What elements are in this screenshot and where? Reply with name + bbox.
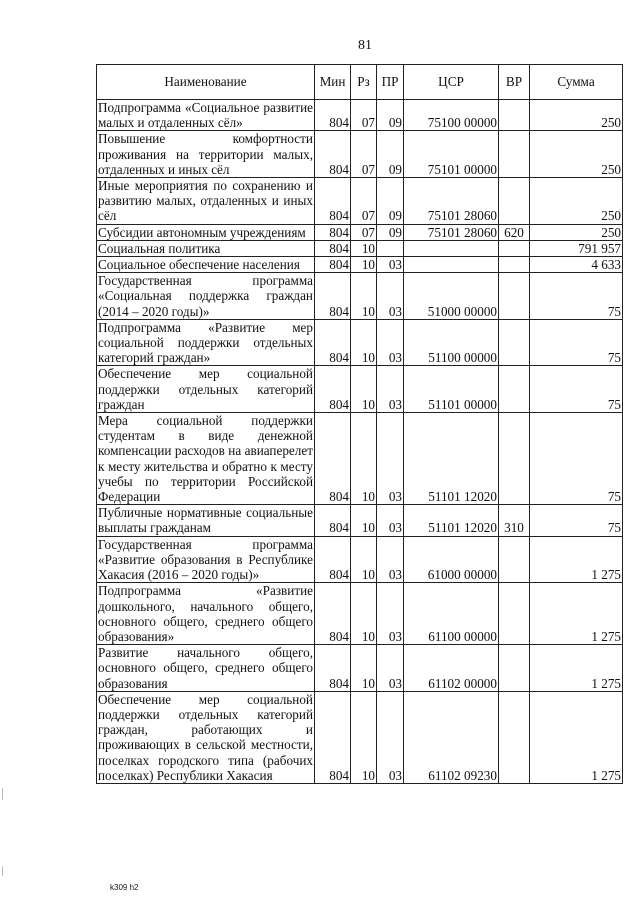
cell-name: Социальное обеспечение населения [97,257,315,273]
cell-min: 804 [315,100,351,131]
header-vr: ВР [499,65,530,100]
cell-name: Публичные нормативные социальные выплаты гражданам [98,505,313,536]
table-row [97,691,623,783]
cell-vr [499,131,530,178]
cell-pr: 03 [377,319,404,366]
cell-min: 804 [315,257,351,273]
cell-csr [404,257,499,273]
cell-sum: 250 [530,178,623,225]
cell-sum: 1 275 [530,691,623,783]
cell-name: Развитие начального общего, основного общего, среднего общего образования [98,645,313,691]
cell-name: Субсидии автономным учреждениям [97,224,315,240]
cell-pr: 03 [377,691,404,783]
cell-csr: 51100 00000 [404,319,499,366]
cell-csr [404,240,499,256]
cell-csr: 51101 12020 [404,505,499,536]
cell-name: Социальная политика [97,240,315,256]
cell-vr: 620 [499,224,530,240]
cell-name: Обеспечение мер социальной поддержки отдельных категорий граждан, работающих и проживающих в сельской местности, поселках городского типа (рабочих поселках) Республики Хакасия [98,691,313,783]
cell-rz: 10 [351,240,377,256]
cell-name: Подпрограмма «Развитие мер социальной поддержки отдельных категорий граждан» [98,319,313,366]
cell-pr: 09 [377,224,404,240]
header-name: Наименование [97,65,315,100]
table-row [97,224,623,240]
cell-csr: 75101 28060 [404,224,499,240]
cell-sum: 250 [530,100,623,131]
table-row [97,100,623,131]
cell-sum: 250 [530,131,623,178]
cell-rz: 07 [351,224,377,240]
table-row [97,273,623,320]
cell-csr: 75101 28060 [404,178,499,225]
cell-min: 804 [315,536,351,583]
cell-sum: 75 [530,273,623,320]
cell-vr [499,257,530,273]
cell-min: 804 [315,505,351,536]
cell-sum: 791 957 [530,240,623,256]
cell-sum: 75 [530,319,623,366]
cell-vr [499,645,530,692]
cell-min: 804 [315,178,351,225]
cell-pr: 03 [377,273,404,320]
cell-rz: 10 [351,319,377,366]
cell-vr [499,178,530,225]
cell-pr: 09 [377,100,404,131]
header-min: Мин [315,65,351,100]
cell-sum: 4 633 [530,257,623,273]
cell-min: 804 [315,366,351,413]
cell-rz: 07 [351,178,377,225]
cell-pr: 03 [377,505,404,536]
cell-pr: 03 [377,257,404,273]
cell-csr: 61100 00000 [404,583,499,645]
cell-min: 804 [315,240,351,256]
cell-min: 804 [315,583,351,645]
cell-pr: 03 [377,413,404,505]
cell-min: 804 [315,645,351,692]
cell-csr: 51101 12020 [404,413,499,505]
cell-name: Обеспечение мер социальной поддержки отдельных категорий граждан [98,366,313,412]
cell-csr: 51000 00000 [404,273,499,320]
cell-rz: 10 [351,583,377,645]
cell-sum: 75 [530,366,623,413]
cell-rz: 10 [351,257,377,273]
table-header-row [97,65,623,100]
cell-rz: 10 [351,505,377,536]
table-row [97,645,623,692]
table-row [97,366,623,413]
page-number: 81 [358,38,372,53]
cell-name: Государственная программа «Социальная поддержка граждан (2014 – 2020 годы)» [98,273,313,319]
cell-csr: 51101 00000 [404,366,499,413]
cell-rz: 10 [351,536,377,583]
cell-rz: 07 [351,100,377,131]
header-rz: Рз [351,65,377,100]
cell-vr [499,366,530,413]
cell-name: Подпрограмма «Развитие дошкольного, начального общего, основного общего, среднего общего образования» [98,583,313,644]
cell-sum: 250 [530,224,623,240]
scan-edge-mark [2,788,3,800]
table-row [97,319,623,366]
cell-csr: 61000 00000 [404,536,499,583]
cell-vr [499,536,530,583]
table-row [97,583,623,645]
cell-min: 804 [315,691,351,783]
cell-pr: 03 [377,536,404,583]
cell-rz: 10 [351,645,377,692]
cell-sum: 1 275 [530,583,623,645]
cell-name: Подпрограмма «Социальное развитие малых и отдаленных сёл» [98,100,313,131]
cell-csr: 75100 00000 [404,100,499,131]
cell-min: 804 [315,131,351,178]
scan-edge-mark [2,866,3,876]
cell-pr: 09 [377,131,404,178]
table-row [97,257,623,273]
cell-pr: 03 [377,366,404,413]
cell-name: Государственная программа «Развитие образования в Республике Хакасия (2016 – 2020 годы)» [98,536,313,583]
cell-min: 804 [315,224,351,240]
table-row [97,240,623,256]
table-row [97,131,623,178]
table-row [97,536,623,583]
cell-vr [499,240,530,256]
cell-name: Иные мероприятия по сохранению и развитию малых, отдаленных и иных сёл [98,178,313,224]
header-sum: Сумма [530,65,623,100]
budget-table [96,64,623,784]
cell-pr [377,240,404,256]
cell-rz: 10 [351,413,377,505]
cell-rz: 10 [351,366,377,413]
table-row [97,413,623,505]
cell-min: 804 [315,413,351,505]
cell-sum: 75 [530,413,623,505]
header-csr: ЦСР [404,65,499,100]
cell-vr [499,273,530,320]
table-row [97,178,623,225]
cell-sum: 1 275 [530,536,623,583]
header-pr: ПР [377,65,404,100]
cell-csr: 61102 00000 [404,645,499,692]
table-row [97,505,623,536]
cell-vr [499,319,530,366]
cell-min: 804 [315,273,351,320]
cell-pr: 03 [377,583,404,645]
cell-vr [499,583,530,645]
cell-min: 804 [315,319,351,366]
cell-rz: 10 [351,273,377,320]
cell-name: Повышение комфортности проживания на территории малых, отдаленных и иных сёл [98,131,313,177]
cell-sum: 1 275 [530,645,623,692]
cell-csr: 61102 09230 [404,691,499,783]
cell-pr: 03 [377,645,404,692]
cell-vr [499,100,530,131]
cell-rz: 10 [351,691,377,783]
cell-vr: 310 [499,505,530,536]
cell-vr [499,691,530,783]
cell-vr [499,413,530,505]
cell-sum: 75 [530,505,623,536]
cell-rz: 07 [351,131,377,178]
footer-code: k309 h2 [110,883,139,892]
cell-name: Мера социальной поддержки студентам в виде денежной компенсации расходов на авиаперелет к месту жительства и обратно к месту учебы по территории Российской Федерации [98,413,313,505]
cell-pr: 09 [377,178,404,225]
cell-csr: 75101 00000 [404,131,499,178]
